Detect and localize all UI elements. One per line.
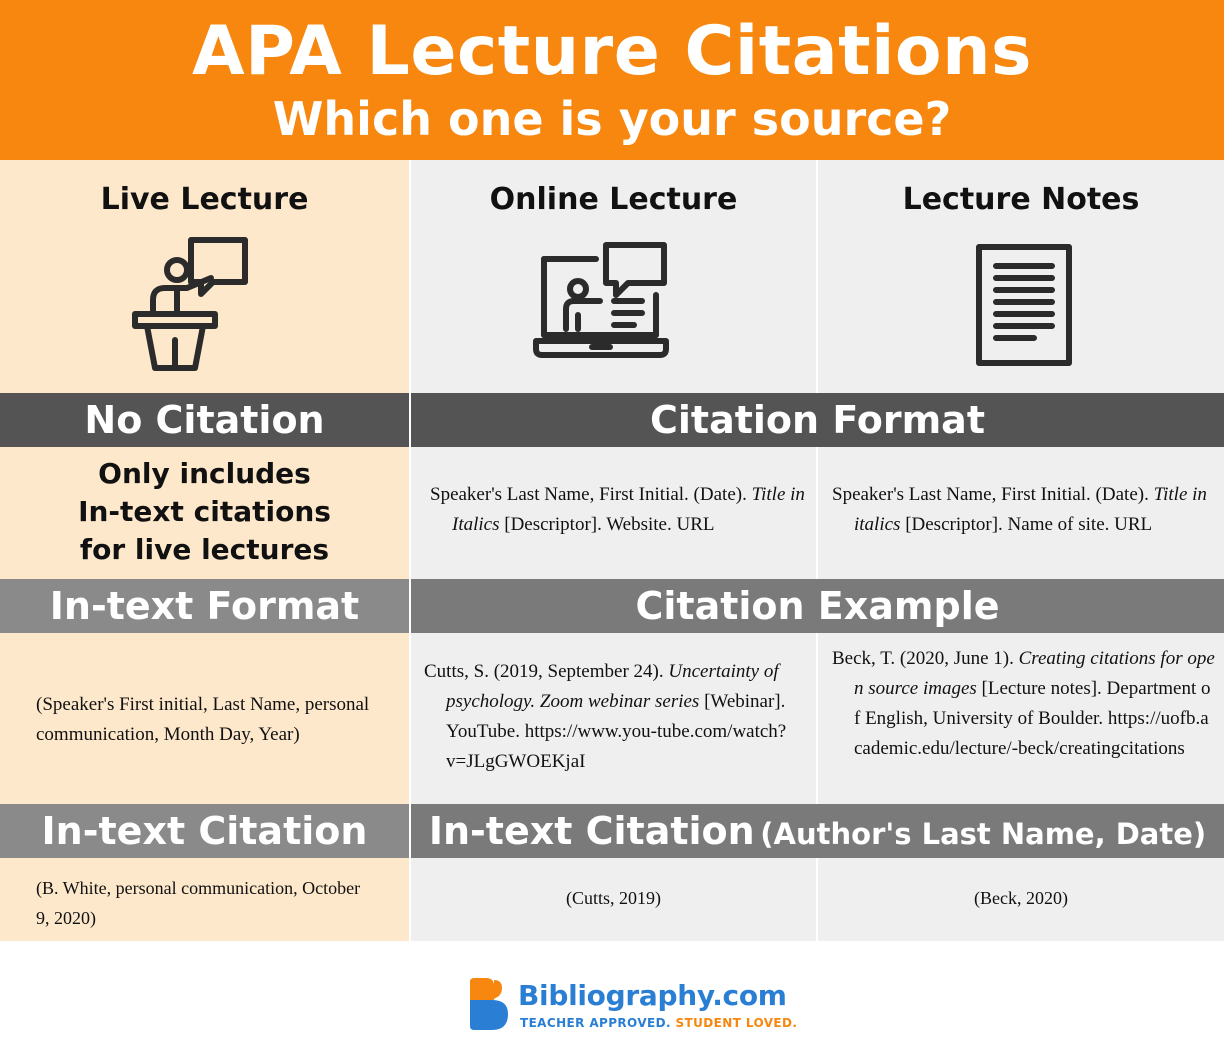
laptop-lecture-icon [530,237,672,361]
no-citation-band: No Citation [0,393,409,447]
page-subtitle: Which one is your source? [272,92,952,146]
notes-intext-citation: (Beck, 2020) [974,888,1068,908]
live-format-line: In-text citations [78,495,331,528]
tagline-teacher: TEACHER APPROVED. [520,1016,676,1030]
online-intext-citation: (Cutts, 2019) [565,888,661,908]
live-format-line: Only includes [98,457,311,490]
citation-format-band: Citation Format [411,393,1224,447]
online-format-plain: Speaker's Last Name, First Initial. (Date). [430,484,752,505]
notes-format-plain-end: [Descriptor]. Name of site. URL [900,514,1153,535]
intext-citation-band: In-text Citation [0,804,409,858]
online-example-plain-end: [Webinar]. YouTube. https://www.you-tube.com/watch?v=JLgGWOEKjaI [446,691,787,772]
intext-citation-band-sub: (Author's Last Name, Date) [760,817,1207,851]
live-lecture-heading: Live Lecture [100,182,309,217]
online-citation-format [430,480,810,540]
tagline-student: STUDENT LOVED. [675,1016,798,1030]
live-format-text [0,455,409,569]
notes-citation-example [832,644,1216,764]
intext-citation-author-date-band [411,804,1224,858]
intext-format-band: In-text Format [0,579,409,633]
intext-citation-band-main: In-text Citation [428,809,755,853]
lecture-notes-heading: Lecture Notes [902,182,1140,217]
online-format-plain-end: [Descriptor]. Website. URL [499,514,715,535]
document-lines-icon [974,242,1074,368]
notes-citation-format [832,480,1216,540]
notes-example-plain-end: [Lecture notes]. Department of English, University of Boulder. https://uofb.academic.edu/lecture/-beck/creatingcitations [854,678,1211,759]
notes-format-plain: Speaker's Last Name, First Initial. (Date). [832,484,1154,505]
notes-example-italic: Creating citations for open source images [854,648,1215,699]
live-intext-format: (Speaker's First initial, Last Name, personal communication, Month Day, Year) [36,694,370,745]
live-intext-citation: (B. White, personal communication, October 9, 2020) [36,878,361,928]
brand-tagline [520,1015,797,1031]
live-format-line: for live lectures [79,533,330,566]
online-lecture-heading: Online Lecture [489,182,738,217]
online-example-italic: Uncertainty of psychology. Zoom webinar series [446,661,779,712]
lecturer-at-podium-icon [125,232,255,374]
page-title: APA Lecture Citations [191,12,1033,91]
notes-format-italic: Title in italics [854,484,1207,535]
online-citation-example [424,657,808,777]
bibliography-logo-icon [468,976,510,1032]
citation-example-band: Citation Example [411,579,1224,633]
online-format-italic: Title in Italics [452,484,805,535]
notes-example-plain: Beck, T. (2020, June 1). [832,648,1019,669]
brand-name: Bibliography.com [518,979,787,1012]
online-example-plain: Cutts, S. (2019, September 24). [424,661,669,682]
